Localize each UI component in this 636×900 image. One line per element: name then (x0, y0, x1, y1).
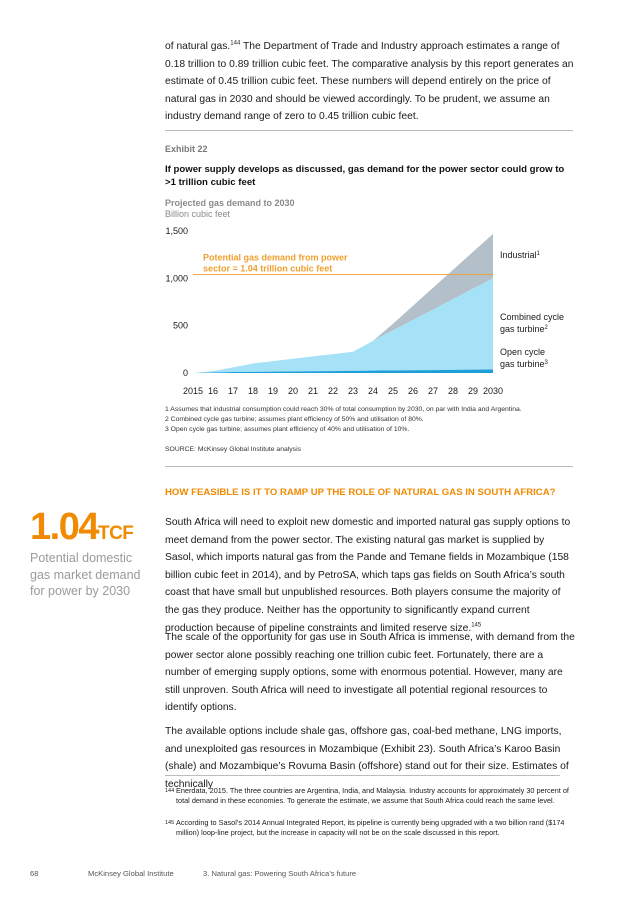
sidebar-caption: Potential domestic gas market demand for power by 2030 (30, 551, 141, 598)
note-3: 3 Open cycle gas turbine; assumes plant efficiency of 40% and utilisation of 10%. (165, 426, 410, 433)
y-tick-label: 500 (172, 320, 188, 331)
x-tick-label: 2015 (182, 386, 204, 396)
exhibit-label: Exhibit 22 (165, 144, 208, 154)
x-tick-label: 17 (227, 386, 239, 396)
legend-industrial: Industrial$^1$ (500, 250, 540, 260)
exhibit-title: If power supply develops as discussed, gas demand for the power sector could grow to >1 trillion cubic feet (165, 164, 565, 188)
x-tick-label: 25 (387, 386, 399, 396)
annotation-text-line1: Potential gas demand from power (203, 252, 348, 263)
intro-paragraph: of natural gas.$^{144}$ The Department of Trade and Industry approach estimates a range of 0.18 trillion to 0.89 trillion cubic feet. The comparative analysis by this report generates an estimate of 0.45 trillion cubic feet. These numbers will depend entirely on the price of natural gas in 2030 and should be viewed accordingly. To be prudent, we assume an industry demand range of zero to 0.45 trillion cubic feet. (165, 40, 574, 123)
note-2: 2 Combined cycle gas turbine; assumes plant efficiency of 50% and utilisation of 80%. (165, 416, 424, 423)
sidebar-figure-unit: TCF (97, 523, 134, 544)
note-1: 1 Assumes that industrial consumption could reach 30% of total consumption by 2030, on par with India and Argentina. (165, 406, 522, 413)
body-paragraph-3: The available options include shale gas, offshore gas, coal-bed methane, LNG imports, and unexploited gas resources in Mozambique (Exhibit 23). South Africa’s Karoo Basin (shale) and Mozambique’s Rovuma Basin (offshore) stand out for their size. Estimates of technically (165, 726, 569, 790)
footer-chapter: 3. Natural gas: Powering South Africa’s future (203, 869, 357, 878)
y-tick-label: 1,500 (165, 226, 188, 236)
legend-combined-cycle-line2: gas turbine$^2$ (500, 324, 548, 334)
footnote-ref[interactable]: 145 (471, 622, 482, 629)
sidebar-figure: 1.04TCF (30, 506, 134, 548)
page-number: 68 (30, 869, 39, 878)
gas-demand-chart (0, 0, 636, 400)
x-tick-label: 28 (447, 386, 459, 396)
x-tick-label: 20 (287, 386, 299, 396)
footnote-144: 144 Enerdata, 2015. The three countries are Argentina, India, and Malaysia. Industry accounts for approximately 30 percent of total demand in these economies. To generate the estimate, we assume that South Africa could reach the same level. (165, 786, 569, 805)
x-tick-label: 26 (407, 386, 419, 396)
footer-publisher: McKinsey Global Institute (88, 869, 174, 878)
chart-unit: Billion cubic feet (165, 209, 231, 219)
legend-open-cycle-line2: gas turbine$^3$ (500, 359, 548, 369)
x-tick-label: 21 (307, 386, 319, 396)
footnote-145: 145 According to Sasol’s 2014 Annual Integrated Report, its pipeline is currently being upgraded with a two billion rand ($174 million) loop-line project, but the increase in capacity will not be on the scale discussed in this report. (165, 818, 565, 837)
exhibit-notes (165, 405, 585, 435)
x-tick-label: 27 (427, 386, 439, 396)
footnote-ref[interactable]: 144 (230, 40, 241, 47)
exhibit-source: SOURCE: McKinsey Global Institute analysis (165, 446, 301, 453)
footnote-rule (165, 775, 560, 776)
y-tick-label: 0 (182, 368, 188, 378)
exhibit-bottom-rule (165, 466, 573, 467)
x-tick-label: 24 (367, 386, 379, 396)
y-tick-label: 1,000 (165, 273, 188, 284)
annotation-text-line2: sector = 1.04 trillion cubic feet (203, 263, 333, 274)
section-heading: HOW FEASIBLE IS IT TO RAMP UP THE ROLE OF NATURAL GAS IN SOUTH AFRICA? (165, 487, 556, 498)
legend-open-cycle-line1: Open cycle (500, 347, 546, 357)
x-tick-label: 23 (347, 386, 359, 396)
legend-combined-cycle-line1: Combined cycle (500, 312, 565, 322)
x-tick-label: 2030 (482, 386, 504, 396)
chart-title: Projected gas demand to 2030 (165, 198, 295, 208)
x-tick-label: 18 (247, 386, 259, 396)
x-tick-label: 16 (207, 386, 219, 396)
body-paragraph-1: South Africa will need to exploit new domestic and imported natural gas supply options to meet demand from the power sector. The existing natural gas market is supplied by Sasol, which imports natural gas from the Pande and Temane fields in Mozambique (158 billion cubic feet in 2014), and by PetroSA, which taps gas fields on South Africa’s south coast that have small but unpublished resources. Both players consume the majority of the gas they produce. Neither has the opportunity to significantly expand current production because of pipeline constraints and limited reserve size.$^{145}$ (165, 517, 571, 634)
x-tick-label: 22 (327, 386, 339, 396)
x-tick-label: 19 (267, 386, 279, 396)
body-paragraph-2: The scale of the opportunity for gas use in South Africa is immense, with demand from the power sector alone possibly reaching one trillion cubic feet. Fortunately, there are a number of emerging supply options, some with enormous potential. However, many are still unproven. South Africa will need to investigate all potential regional resources to identify options. (165, 632, 575, 714)
x-tick-label: 29 (467, 386, 479, 396)
